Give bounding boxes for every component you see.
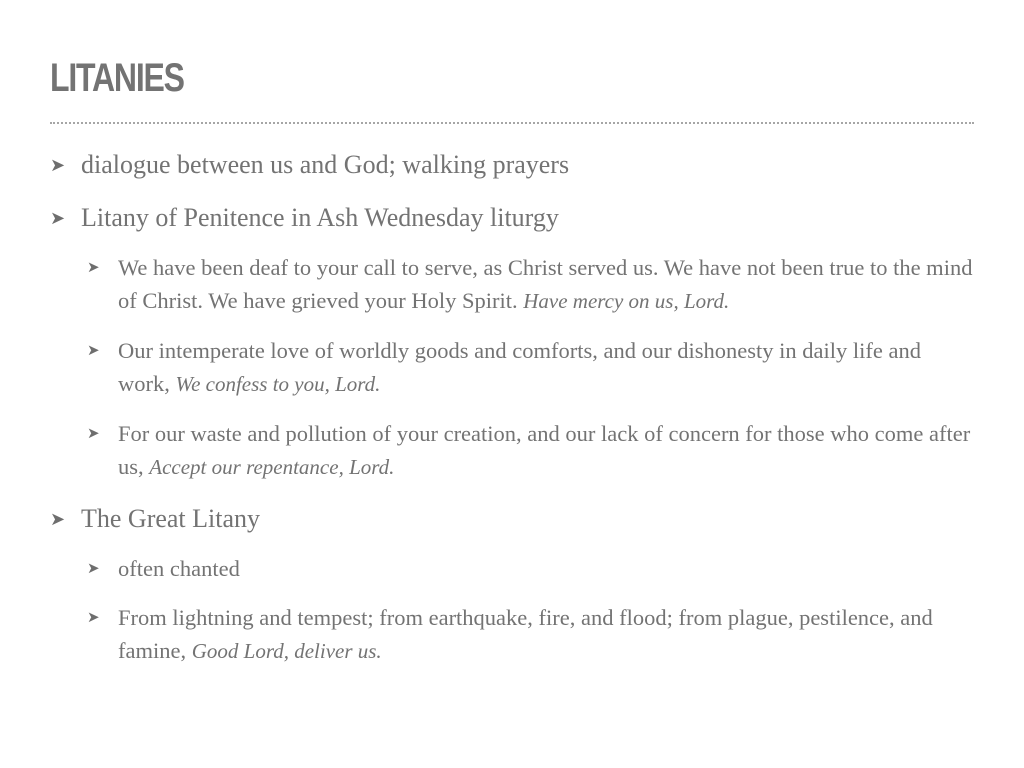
arrowhead-right-icon: ➤ bbox=[50, 155, 66, 176]
arrowhead-right-icon: ➤ bbox=[50, 509, 66, 530]
bullet-item bbox=[50, 146, 974, 184]
bullet-text: dialogue between us and God; walking prayers bbox=[81, 150, 570, 179]
sub-bullet-text: often chanted bbox=[118, 556, 240, 581]
sub-bullet-item bbox=[50, 417, 974, 484]
litany-response: Have mercy on us, Lord. bbox=[523, 289, 730, 313]
bullet-item bbox=[50, 500, 974, 538]
arrowhead-right-icon: ➤ bbox=[87, 341, 100, 359]
arrowhead-right-icon: ➤ bbox=[50, 208, 66, 229]
bullet-text: The Great Litany bbox=[81, 504, 261, 533]
sub-bullet-item bbox=[50, 552, 974, 585]
sub-bullet-text: We have been deaf to your call to serve, as Christ served us. We have not been true to the mind of Christ. We have grieved your Holy Spirit. bbox=[118, 255, 973, 313]
sub-bullet-item bbox=[50, 601, 974, 668]
sub-bullet-item bbox=[50, 251, 974, 318]
litany-response: Accept our repentance, Lord. bbox=[149, 455, 395, 479]
slide-title: LITANIES bbox=[50, 56, 184, 100]
dotted-divider bbox=[50, 122, 974, 124]
sub-bullet-text: Our intemperate love of worldly goods and comforts, and our dishonesty in daily life and work, bbox=[118, 338, 921, 396]
sub-bullet-text: From lightning and tempest; from earthquake, fire, and flood; from plague, pestilence, and famine, bbox=[118, 605, 933, 663]
arrowhead-right-icon: ➤ bbox=[87, 424, 100, 442]
arrowhead-right-icon: ➤ bbox=[87, 559, 100, 577]
arrowhead-right-icon: ➤ bbox=[87, 258, 100, 276]
arrowhead-right-icon: ➤ bbox=[87, 608, 100, 626]
sub-bullet-text: For our waste and pollution of your creation, and our lack of concern for those who come after us, bbox=[118, 421, 971, 479]
litany-response: We confess to you, Lord. bbox=[175, 372, 381, 396]
bullet-item bbox=[50, 199, 974, 237]
sub-bullet-item bbox=[50, 334, 974, 401]
litany-response: Good Lord, deliver us. bbox=[191, 639, 382, 663]
bullet-list bbox=[50, 146, 974, 684]
bullet-text: Litany of Penitence in Ash Wednesday liturgy bbox=[81, 203, 559, 232]
